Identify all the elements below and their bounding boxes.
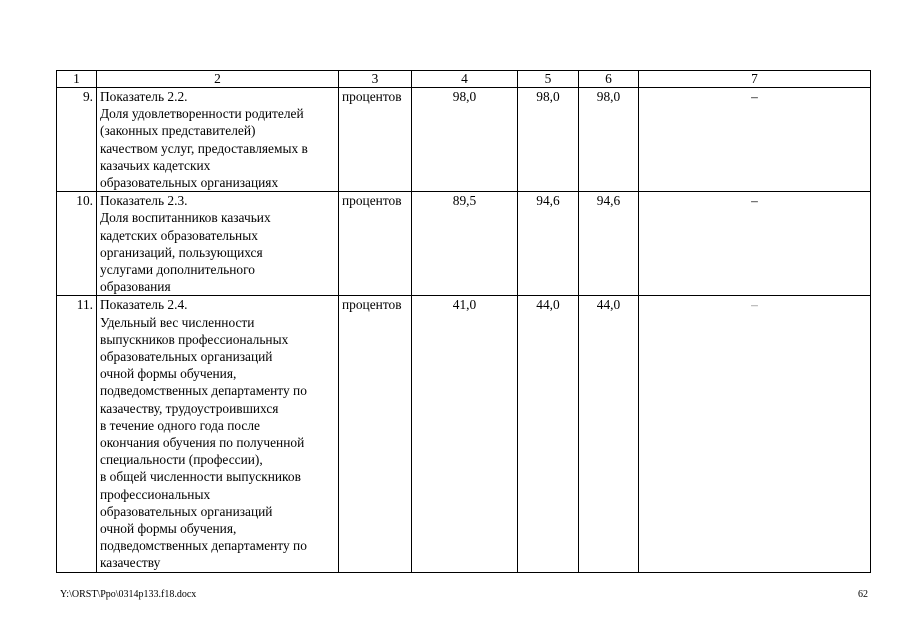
- description-line: Показатель 2.2.: [100, 89, 188, 104]
- description-line: выпускников профессиональных: [100, 331, 289, 347]
- row-number: 11.: [57, 296, 97, 572]
- description-line: Удельный вес численности: [100, 314, 255, 330]
- description-line: Показатель 2.3.: [100, 193, 188, 209]
- col-header-2: 2: [97, 71, 339, 88]
- value-col5: 98,0: [518, 88, 579, 192]
- row-number: 10.: [57, 192, 97, 296]
- unit-cell: процентов: [339, 88, 412, 192]
- description-line: профессиональных: [100, 486, 211, 502]
- indicators-table: [56, 70, 871, 573]
- description-line: (законных представителей): [100, 123, 256, 139]
- value-col6: 44,0: [579, 296, 639, 572]
- value-col5: 44,0: [518, 296, 579, 572]
- description-line: казачеству, трудоустроившихся: [100, 400, 279, 416]
- description-line: казачеству: [100, 555, 161, 571]
- description-line: Показатель 2.4.: [100, 297, 188, 313]
- description-line: образовательных организаций: [100, 503, 273, 519]
- value-col4: 98,0: [412, 88, 518, 192]
- col-header-5: 5: [518, 71, 579, 88]
- footer-page-number: 62: [858, 589, 868, 600]
- description-line: Доля воспитанников казачьих: [100, 210, 271, 226]
- col-header-7: 7: [639, 71, 871, 88]
- description-line: Доля удовлетворенности родителей: [100, 106, 304, 122]
- value-col6: 98,0: [579, 88, 639, 192]
- description-line: кадетских образовательных: [100, 227, 258, 243]
- indicator-description: [97, 88, 339, 192]
- value-col4: 41,0: [412, 296, 518, 572]
- description-line: казачьих кадетских: [100, 157, 211, 173]
- description-line: специальности (профессии),: [100, 452, 263, 468]
- description-line: образовательных организаций: [100, 349, 273, 365]
- header-row: [57, 71, 871, 88]
- value-col7: –: [639, 88, 871, 192]
- description-line: образовательных организациях: [100, 175, 279, 191]
- description-line: в течение одного года после: [100, 417, 260, 433]
- value-col7: –: [639, 296, 871, 572]
- description-line: качеством услуг, предоставляемых в: [100, 140, 308, 156]
- table-row: [57, 88, 871, 192]
- description-line: подведомственных департаменту по: [100, 383, 307, 399]
- description-line: подведомственных департаменту по: [100, 538, 307, 554]
- table-row: [57, 192, 871, 296]
- description-line: в общей численности выпускников: [100, 469, 301, 485]
- footer-file-path: Y:\ORST\Ppo\0314p133.f18.docx: [60, 589, 197, 600]
- value-col4: 89,5: [412, 192, 518, 296]
- col-header-4: 4: [412, 71, 518, 88]
- indicator-description: [97, 192, 339, 296]
- indicator-description: [97, 296, 339, 572]
- value-col6: 94,6: [579, 192, 639, 296]
- description-line: услугами дополнительного: [100, 262, 255, 278]
- value-col5: 94,6: [518, 192, 579, 296]
- unit-cell: процентов: [339, 296, 412, 572]
- description-line: организаций, пользующихся: [100, 244, 263, 260]
- row-number: 9.: [57, 88, 97, 192]
- col-header-3: 3: [339, 71, 412, 88]
- table-row: [57, 296, 871, 572]
- description-line: образования: [100, 279, 171, 295]
- value-col7: –: [639, 192, 871, 296]
- col-header-1: 1: [57, 71, 97, 88]
- description-line: окончания обучения по полученной: [100, 435, 305, 451]
- description-line: очной формы обучения,: [100, 521, 237, 537]
- description-line: очной формы обучения,: [100, 366, 237, 382]
- unit-cell: процентов: [339, 192, 412, 296]
- col-header-6: 6: [579, 71, 639, 88]
